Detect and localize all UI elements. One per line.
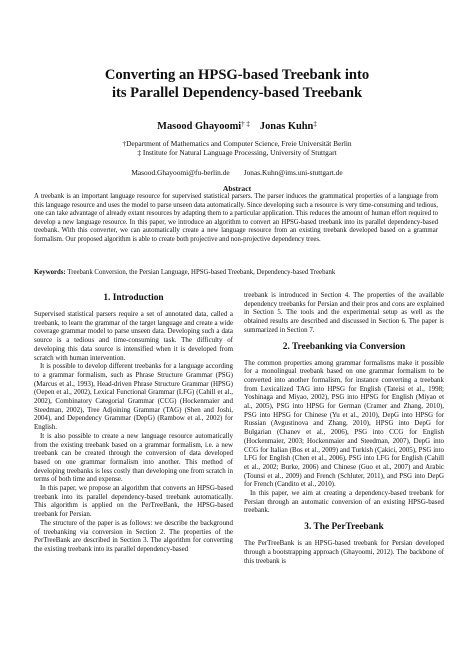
title-line-1: Converting an HPSG-based Treebank into	[104, 67, 370, 83]
email-2[interactable]: Jonas.Kuhn@ims.uni-stuttgart.de	[243, 168, 343, 177]
pertreebank-paragraph-1: The PerTreeBank is an HPSG-based treebank for Persian developed through a bootstrapping approach (Ghayoomi, 2012). The backbone of this treebank is	[244, 539, 444, 565]
keywords	[34, 269, 438, 278]
email-1[interactable]: Masood.Ghayoomi@fu-berlin.de	[131, 168, 230, 177]
keywords-text: Treebank Conversion, the Persian Language, HPSG-based Treebank, Dependency-based Treebank	[65, 269, 336, 276]
author-2-marks: ‡	[313, 120, 317, 128]
section-3-heading: 3. The PerTreebank	[304, 522, 384, 533]
intro-paragraph-1: Supervised statistical parsers require a set of annotated data, called a treebank, to learn the grammar of the target language and create a wide coverage grammar model to parse unseen data. Developing such a data source is a tedious and time-consuming task. The difficulty of developing this data source is intensified when it is developed from scratch with human intervention.	[34, 310, 233, 362]
author-2: Jonas Kuhn	[259, 121, 314, 132]
author-1-marks: † ‡	[241, 120, 250, 128]
intro-paragraph-3: It is also possible to create a new language resource automatically from the existing treebank based on a grammar formalism, i.e. a new treebank can be created through the conversion of data developed based on one grammar formalism into another. This method of developing treebanks is less costly than developing one from scratch in terms of both time and expense.	[34, 431, 233, 484]
email-line	[0, 168, 474, 177]
intro-paragraph-5: The structure of the paper is as follows: we describe the background of treebanking via conversion in Section 2. The properties of the PerTreeBank are described in Section 3. The algorithm for converting the existing treebank into its parallel dependency-based	[34, 518, 233, 553]
author-1: Masood Ghayoomi	[157, 121, 242, 132]
right-column	[244, 291, 444, 565]
abstract-text: A treebank is an important language resource for supervised statistical parsers. The parser induces the grammatical properties of a language from this language resource and uses the model to parse unseen data automatically. Since developing such a resource is very time-consuming and tedious, one can take advantage of already extant resources by adapting them to a particular application. This reduces the amount of human effort required to develop a new language resource. In this paper, we introduce an algorithm to convert an HPSG-based treebank into its parallel dependency-based treebank. With this converter, we can automatically create a new language resource from an existing treebank developed based on a grammar formalism. Our proposed algorithm is able to create both projective and non-projective dependency trees.	[34, 193, 438, 243]
keywords-label: Keywords:	[34, 269, 66, 276]
conversion-paragraph-1: The common properties among grammar formalisms make it possible for a monolingual treebank based on one grammar formalism to be converted into another formalism, for instance converting a treebank from Lexicalized TAG into HPSG for English (Tateisi et al., 1998; Yoshinaga and Miyao, 2002), PSG into HPSG for English (Miyao et al., 2005), PSG into HPSG for German (Cramer and Zhang, 2010), PSG into HPSG for Chinese (Yu et al., 2010), DepG into HPSG for Russian (Avgustinova and Zhang, 2010), HPSG into DepG for Bulgarian (Chanev et al., 2006), PSG into CCG for English (Hockenmaier, 2003; Hockenmaier and Steedman, 2007), DepG into CCG for Italian (Bos et al., 2009) and Turkish (Çakici, 2005), PSG into LFG for English (Chen et al., 2006), PSG into LFG for English (Cahill et al., 2002; Burke, 2006) and Chinese (Guo et al., 2007) and Arabic (Tounsi et al., 2009) and French (Schluter, 2011), and PSG into DepG for French (Candito et al., 2010).	[244, 358, 444, 489]
intro-paragraph-continued: treebank is introduced in Section 4. The properties of the available dependency treebanks for Persian and their pros and cons are explained in Section 5. The tools and the experimental setup as well as the obtained results are described and discussed in Section 6. The paper is summarized in Section 7.	[244, 291, 444, 334]
paper-title	[0, 66, 474, 102]
affiliation-2: ‡ Institute for Natural Language Processing, University of Stuttgart	[137, 148, 337, 157]
affiliation-1: †Department of Mathematics and Computer Science, Freie Universität Berlin	[122, 139, 352, 148]
title-line-2: its Parallel Dependency-based Treebank	[111, 85, 363, 101]
abstract-heading: Abstract	[222, 184, 252, 193]
intro-paragraph-4: In this paper, we propose an algorithm that converts an HPSG-based treebank into its parallel dependency-based treebank automatically. This algorithm is applied on the PerTreeBank, the HPSG-based treebank for Persian.	[34, 484, 233, 519]
intro-paragraph-2: It is possible to develop different treebanks for a language according to a grammar formalism, such as Phrase Structure Grammar (PSG) (Marcus et al., 1993), Head-driven Phrase Structure Grammar (HPSG) (Oepen et al., 2002), Lexical Functional Grammar (LFG) (Cahill et al., 2002), Combinatory Categorial Grammar (CCG) (Hockenmaier and Steedman, 2002), Tree Adjoining Grammar (TAG) (Shen and Joshi, 2004), and Dependency Grammar (DepG) (Rambow et al., 2002) for English.	[34, 362, 233, 432]
author-line	[0, 121, 474, 132]
section-1-heading: 1. Introduction	[103, 293, 164, 303]
section-2-heading: 2. Treebanking via Conversion	[282, 341, 406, 352]
left-column	[34, 293, 233, 554]
conversion-paragraph-2: In this paper, we aim at creating a dependency-based treebank for Persian through an automatic conversion of an existing HPSG-based treebank.	[244, 489, 444, 515]
